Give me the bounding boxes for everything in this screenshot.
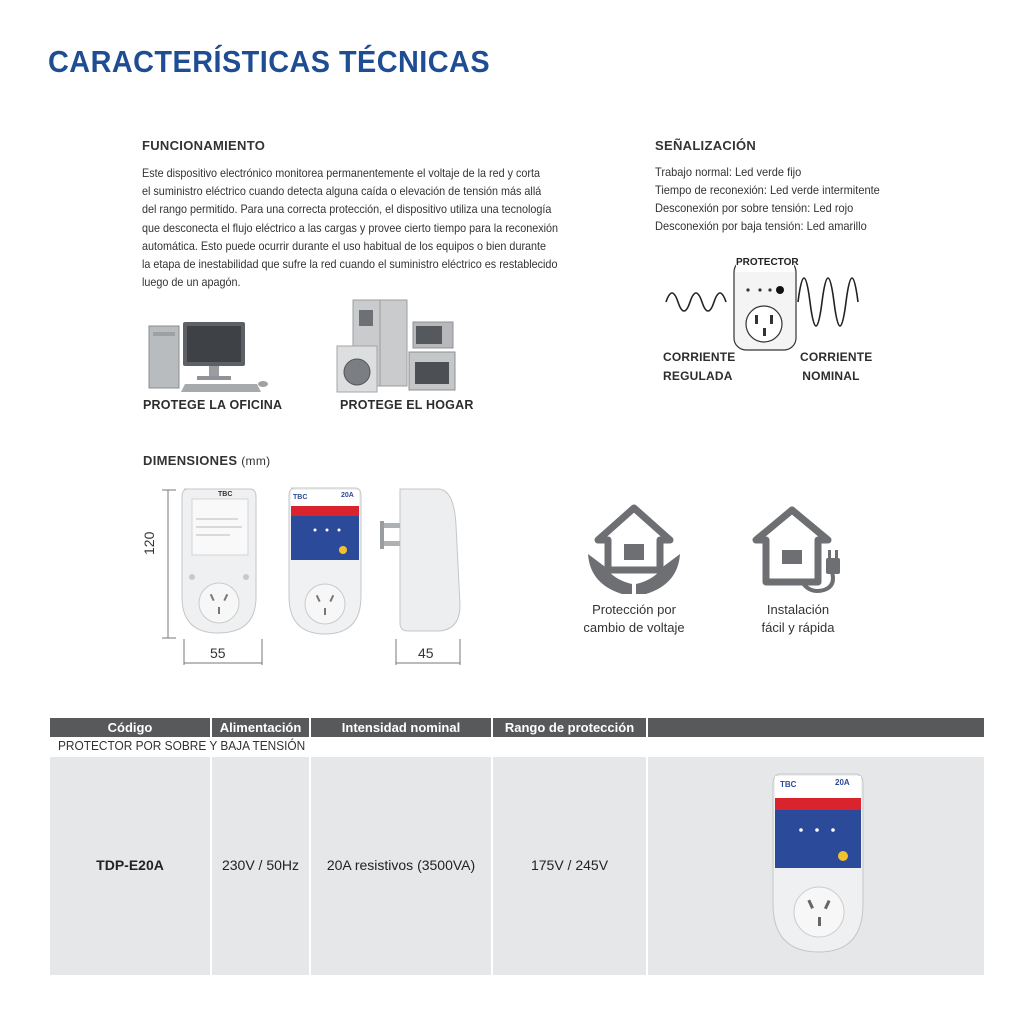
protege-oficina-label: PROTEGE LA OFICINA — [143, 398, 283, 412]
device-front-plain — [178, 485, 260, 640]
cell-codigo: TDP-E20A — [96, 857, 164, 873]
senalizacion-heading: SEÑALIZACIÓN — [655, 138, 757, 153]
protector-label: PROTECTOR — [736, 257, 799, 268]
cell-intensidad: 20A resistivos (3500VA) — [326, 857, 476, 873]
table-row — [50, 757, 984, 975]
cell-rango: 175V / 245V — [530, 857, 609, 873]
func-line: luego de un apagón. — [142, 275, 241, 290]
signal-line: Tiempo de reconexión: Led verde intermitente — [655, 183, 880, 197]
header-intensidad: Intensidad nominal — [311, 718, 491, 737]
dimensiones-title: DIMENSIONES — [143, 453, 238, 468]
office-computer-image — [145, 318, 270, 398]
func-line: la etapa de inestabilidad que sufre la red cuando el suministro eléctrico es restablecido — [142, 257, 558, 272]
house-plug-icon — [752, 506, 848, 598]
func-line: el suministro eléctrico cuando detecta alguna caída o elevación de tensión más allá — [142, 184, 542, 199]
device-side — [378, 485, 462, 640]
func-line: Este dispositivo electrónico monitorea permanentemente el voltaje de la red y corta — [142, 166, 541, 180]
cell-alimentacion: 230V / 50Hz — [221, 857, 300, 873]
section-label: PROTECTOR POR SOBRE Y BAJA TENSIÓN — [58, 739, 306, 753]
nominal-line: NOMINAL — [802, 369, 860, 383]
nominal-wave — [798, 278, 858, 326]
height-dimension-line — [156, 488, 180, 640]
signal-line: Desconexión por sobre tensión: Led rojo — [655, 201, 854, 215]
dimensiones-heading — [143, 453, 270, 468]
device-brand-label: TBC — [218, 491, 233, 498]
table-section-row — [50, 737, 984, 757]
device-brand-label: TBC — [293, 494, 308, 501]
proteccion-voltaje-caption — [569, 601, 699, 637]
func-line: que desconecta el flujo eléctrico a las cargas y provee cierto tiempo para la reconexión — [142, 220, 559, 235]
depth-value: 45 — [418, 645, 434, 661]
header-alimentacion: Alimentación — [212, 718, 309, 737]
dimensiones-unit: (mm) — [241, 454, 271, 468]
funcionamiento-heading: FUNCIONAMIENTO — [142, 138, 266, 153]
regulated-wave — [666, 293, 726, 311]
width-value: 55 — [210, 645, 226, 661]
device-front-color — [285, 486, 365, 641]
header-rango: Rango de protección — [493, 718, 646, 737]
header-image — [648, 718, 984, 737]
regulada-line: CORRIENTE — [663, 350, 736, 364]
corriente-nominal-label — [800, 348, 873, 386]
product-brand-label: TBC — [780, 780, 797, 789]
func-line: del rango permitido. Para una correcta protección, el dispositivo utiliza una tecnología — [142, 202, 552, 217]
caption-line: Instalación — [766, 602, 830, 617]
home-appliances-image — [333, 298, 458, 398]
led-icon — [776, 286, 784, 294]
product-image — [771, 772, 865, 956]
nominal-line: CORRIENTE — [800, 350, 873, 364]
caption-line: Protección por — [592, 602, 676, 617]
instalacion-caption — [733, 601, 863, 637]
socket-icon — [746, 306, 782, 342]
funcionamiento-text — [142, 164, 601, 291]
height-value: 120 — [141, 531, 157, 555]
page-title: CARACTERÍSTICAS TÉCNICAS — [48, 44, 491, 79]
regulada-line: REGULADA — [663, 369, 733, 383]
signal-line: Trabajo normal: Led verde fijo — [655, 165, 802, 179]
header-codigo: Código — [50, 718, 210, 737]
device-rating-label: 20A — [341, 492, 354, 499]
protege-hogar-label: PROTEGE EL HOGAR — [340, 398, 474, 412]
house-hands-icon — [584, 504, 684, 600]
caption-line: cambio de voltaje — [583, 620, 685, 635]
product-rating-label: 20A — [835, 778, 850, 787]
caption-line: fácil y rápida — [761, 620, 835, 635]
signal-line: Desconexión por baja tensión: Led amarillo — [655, 219, 867, 233]
func-line: automática. Esto puede ocurrir durante el uso habitual de los equipos o bien durante — [142, 238, 547, 253]
corriente-regulada-label — [663, 348, 736, 386]
